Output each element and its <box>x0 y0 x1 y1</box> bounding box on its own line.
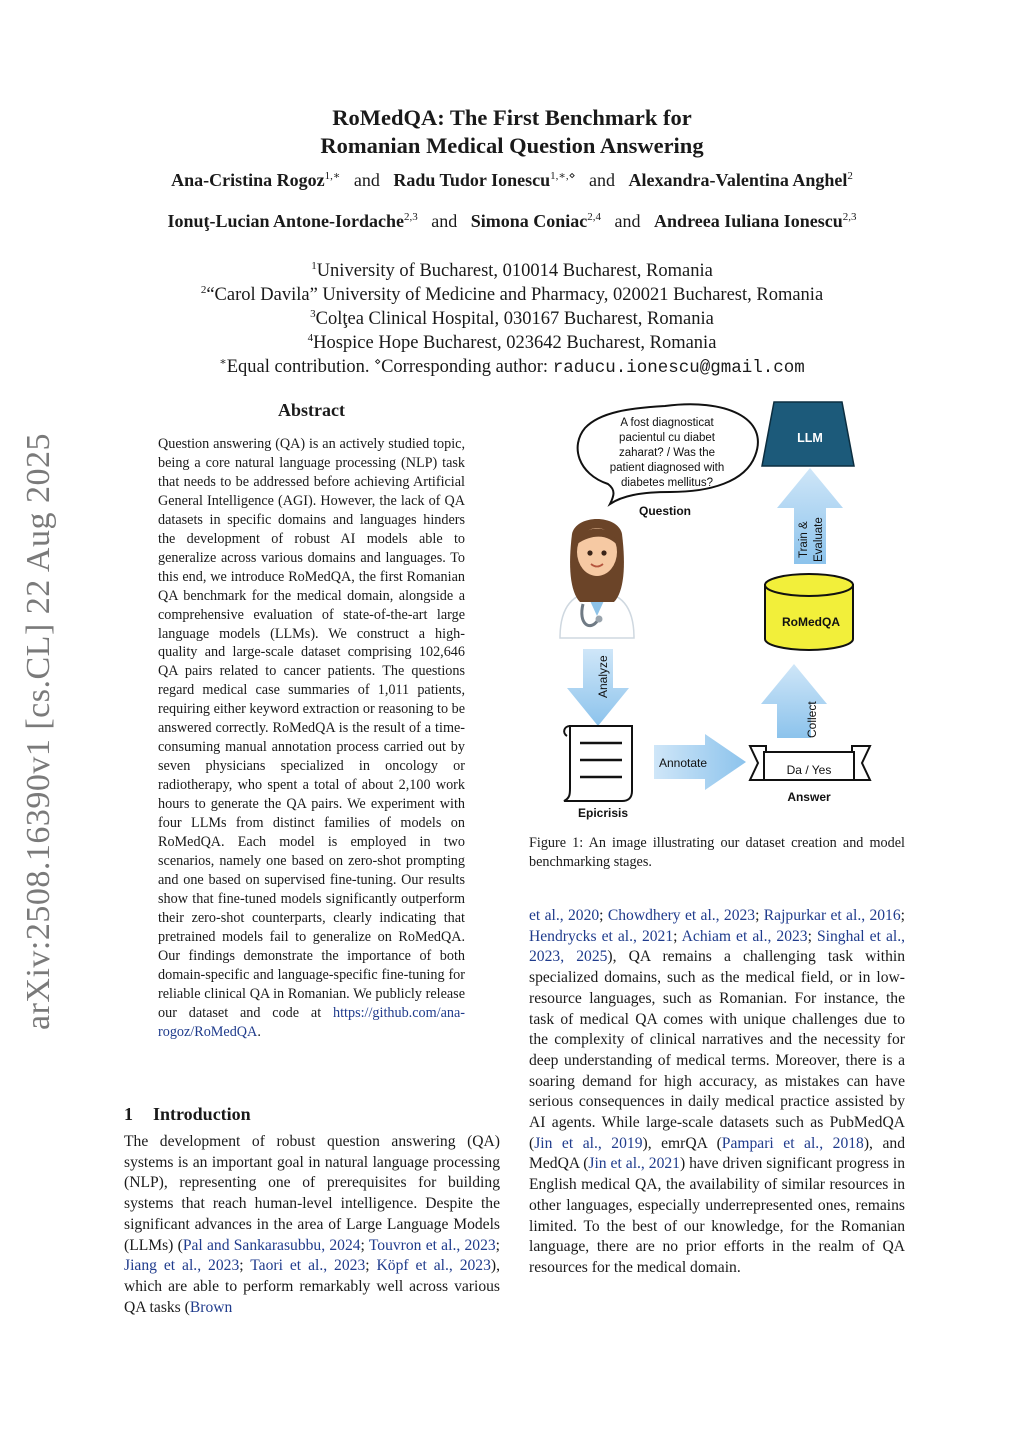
abstract-end: . <box>257 1023 261 1040</box>
affiliation-mark: 4 <box>307 332 314 344</box>
speech-line: pacientul cu diabet <box>619 432 715 444</box>
question-label: Question <box>638 504 692 518</box>
intro-text: ; <box>900 907 905 924</box>
author-name: Alexandra-Valentina Anghel <box>628 170 848 190</box>
affiliation-mark: 3 <box>310 308 316 320</box>
corresponding-email[interactable]: raducu.ionescu@gmail.com <box>552 358 805 378</box>
citation-link[interactable]: Brown <box>189 1298 233 1316</box>
author-affiliation-mark: 2,3 <box>404 211 418 223</box>
author-affiliation-mark: 1,∗ <box>324 170 341 182</box>
affiliation-text: University of Bucharest, 010014 Bucharest, Romania <box>316 261 713 281</box>
intro-text: ; <box>365 1257 377 1275</box>
figure-1-diagram <box>550 396 910 826</box>
evaluate-label: Evaluate <box>813 517 825 562</box>
epicrisis-document-icon <box>564 726 632 801</box>
citation-link[interactable]: Jiang et al., 2023 <box>124 1257 240 1275</box>
author-line-2 <box>0 211 1024 232</box>
citation-link[interactable]: et al., 2020 <box>529 907 600 924</box>
code-link[interactable]: https://github.com/ana-rogoz/RoMedQA <box>158 1004 466 1040</box>
author-name: Andreea Iuliana Ionescu <box>654 211 843 231</box>
arxiv-identifier: arXiv:2508.16390v1 [cs.CL] 22 Aug 2025 <box>20 433 57 1030</box>
intro-text: ), QA remains a challenging task within specialized domains, such as the medical field, or in low-resource languages, such as Romanian. For instance, the task of medical QA comes with unique challenges due to the complexity of clinical narratives and the necessity for deep understanding of medical terms. Moreover, there is a soaring demand for high accuracy, as mistakes can have serious consequences in daily medical practice assisted by AI agents. While large-scale datasets such as PubMedQA ( <box>529 948 905 1152</box>
abstract-text: Question answering (QA) is an actively studied topic, being a core natural language processing (NLP) task that needs to be addressed before achieving Artificial General Intelligence (AGI). However, the lack of QA datasets in specific domains and languages hinders the development of robust AI models able to generalize across various domains and languages. To this end, we introduce RoMedQA, the first Romanian QA benchmark for the medical domain, alongside a comprehensive evaluation of state-of-the-art large language models (LLMs). We construct a high-quality and large-scale dataset comprising 102,646 QA pairs related to cancer patients. The questions regard medical case summaries of 1,011 patients, requiring either keyword extraction or reasoning to be answered correctly. RoMedQA is the result of a time-consuming manual annotation process carried out by seven physicians specialized in oncology or radiotherapy, who spent a total of about 2,100 work hours to generate the QA pairs. We experiment with four LLMs from distinct families of models on RoMedQA. Each model is employed in two scenarios, namely one based on zero-shot prompting and one based on supervised fine-tuning. Our results show that fine-tuned models significantly outperform their zero-shot counterparts, clearly indicating that pretrained models fail to generalize on RoMedQA. Our findings demonstrate the importance of both domain-specific and language-specific fine-tuning for reliable clinical QA in Romanian. We publicly release our dataset and code at <box>158 436 465 1021</box>
paper-title <box>0 104 1024 160</box>
and-word: and <box>588 170 615 190</box>
star-mark: ∗ <box>219 356 227 368</box>
equal-contribution: Equal contribution. <box>226 357 370 377</box>
section-heading-introduction <box>124 1104 251 1125</box>
affiliation <box>0 331 1024 355</box>
citation-link[interactable]: Singhal et al., 2023, 2025 <box>529 927 905 966</box>
author-name: Ionuţ-Lucian Antone-Iordache <box>167 211 405 231</box>
author-affiliation-mark: 2 <box>847 170 853 182</box>
intro-text: ; <box>239 1257 251 1275</box>
collect-label: Collect <box>805 701 819 738</box>
intro-text: ; <box>807 927 817 945</box>
affiliation-text: Colţea Clinical Hospital, 030167 Bucharest, Romania <box>315 309 714 329</box>
speech-line: A fost diagnosticat <box>620 417 714 429</box>
affiliation-mark: 1 <box>311 260 317 272</box>
intro-text: The development of robust question answering (QA) systems is an important goal in natural language processing (NLP), representing one of prerequisites for building systems that reach human-level intelligence. Despite the significant advances in the area of Large Language Models (LLMs) ( <box>124 1133 500 1254</box>
title-line-2: Romanian Medical Question Answering <box>320 133 704 158</box>
speech-line: diabetes mellitus? <box>620 477 714 489</box>
intro-text: ), and MedQA ( <box>529 1134 905 1173</box>
collect-arrow <box>761 664 827 738</box>
speech-line: zaharat? / Was the <box>618 447 716 459</box>
intro-text: ) have driven significant progress in English medical QA, the availability of similar resources in other languages, especially underrepresented ones, remains limited. To the best of our knowledge, for the Romanian language, there are no prior efforts in the realm of QA resources for the medical domain. <box>529 1155 906 1276</box>
citation-link[interactable]: Jin et al., 2021 <box>588 1155 680 1173</box>
and-word: and <box>353 170 380 190</box>
introduction-left-column <box>124 1132 500 1318</box>
annotate-arrow <box>654 734 746 790</box>
citation-link[interactable]: Jin et al., 2019 <box>534 1134 643 1152</box>
author-name: Simona Coniac <box>470 211 588 231</box>
section-number: 1 <box>124 1104 133 1124</box>
speech-line: patient diagnosed with <box>609 462 725 474</box>
intro-text: ; <box>360 1236 369 1254</box>
annotate-label: Annotate <box>658 756 708 770</box>
intro-text: ; <box>599 907 608 924</box>
speech-bubble <box>578 404 758 504</box>
author-name: Radu Tudor Ionescu <box>393 170 551 190</box>
contribution-note <box>0 355 1024 380</box>
affiliations <box>0 259 1024 380</box>
citation-link[interactable]: Köpf et al., 2023 <box>376 1257 491 1275</box>
introduction-right-column <box>529 906 905 1279</box>
answer-value: Da / Yes <box>786 763 832 777</box>
citation-link[interactable]: Chowdhery et al., 2023 <box>607 907 756 924</box>
affiliation <box>0 283 1024 307</box>
section-title: Introduction <box>153 1104 251 1124</box>
citation-link[interactable]: Hendrycks et al., 2021 <box>529 927 674 945</box>
doctor-avatar-icon <box>560 519 634 638</box>
and-word: and <box>431 211 458 231</box>
answer-label: Answer <box>787 790 831 804</box>
romedqa-database-icon <box>765 574 853 650</box>
affiliation <box>0 307 1024 331</box>
and-word: and <box>614 211 641 231</box>
corresponding-label: Corresponding author: <box>381 357 549 377</box>
intro-text: ), which are able to perform remarkably well across various QA tasks ( <box>124 1257 500 1316</box>
citation-link[interactable]: Touvron et al., 2023 <box>368 1236 496 1254</box>
citation-link[interactable]: Pal and Sankarasubbu, 2024 <box>182 1236 361 1254</box>
romedqa-label: RoMedQA <box>782 615 840 629</box>
answer-banner-icon <box>750 746 870 780</box>
citation-link[interactable]: Rajpurkar et al., 2016 <box>763 907 901 924</box>
author-affiliation-mark: 2,4 <box>587 211 602 223</box>
title-line-1: RoMedQA: The First Benchmark for <box>332 105 692 130</box>
affiliation-mark: 2 <box>200 284 207 296</box>
epicrisis-label: Epicrisis <box>577 806 629 820</box>
intro-text: ; <box>495 1236 501 1254</box>
abstract-body <box>158 435 465 1042</box>
author-affiliation-mark: 2,3 <box>842 211 857 223</box>
analyze-label: Analyze <box>596 655 610 698</box>
intro-text: ), emrQA ( <box>642 1134 722 1152</box>
intro-text: ; <box>755 907 764 924</box>
author-name: Ana-Cristina Rogoz <box>171 170 325 190</box>
citation-link[interactable]: Achiam et al., 2023 <box>681 927 808 945</box>
figure-1-caption: Figure 1: An image illustrating our dataset creation and model benchmarking stages. <box>529 835 905 870</box>
author-affiliation-mark: 1,∗,⋄ <box>550 170 576 182</box>
citation-link[interactable]: Taori et al., 2023 <box>250 1257 366 1275</box>
train-label: Train & <box>798 521 810 558</box>
llm-label: LLM <box>797 431 823 445</box>
citation-link[interactable]: Pampari et al., 2018 <box>721 1134 864 1152</box>
abstract-heading: Abstract <box>278 400 345 420</box>
affiliation <box>0 259 1024 283</box>
intro-text: ; <box>673 927 682 945</box>
author-line-1 <box>0 170 1024 191</box>
analyze-arrow <box>567 649 629 726</box>
affiliation-text: “Carol Davila” University of Medicine and Pharmacy, 020021 Bucharest, Romania <box>206 285 824 305</box>
affiliation-text: Hospice Hope Bucharest, 023642 Bucharest, Romania <box>313 333 717 353</box>
train-evaluate-arrow <box>777 468 843 564</box>
diamond-mark: ⋄ <box>374 356 382 368</box>
llm-model-icon <box>762 402 854 466</box>
